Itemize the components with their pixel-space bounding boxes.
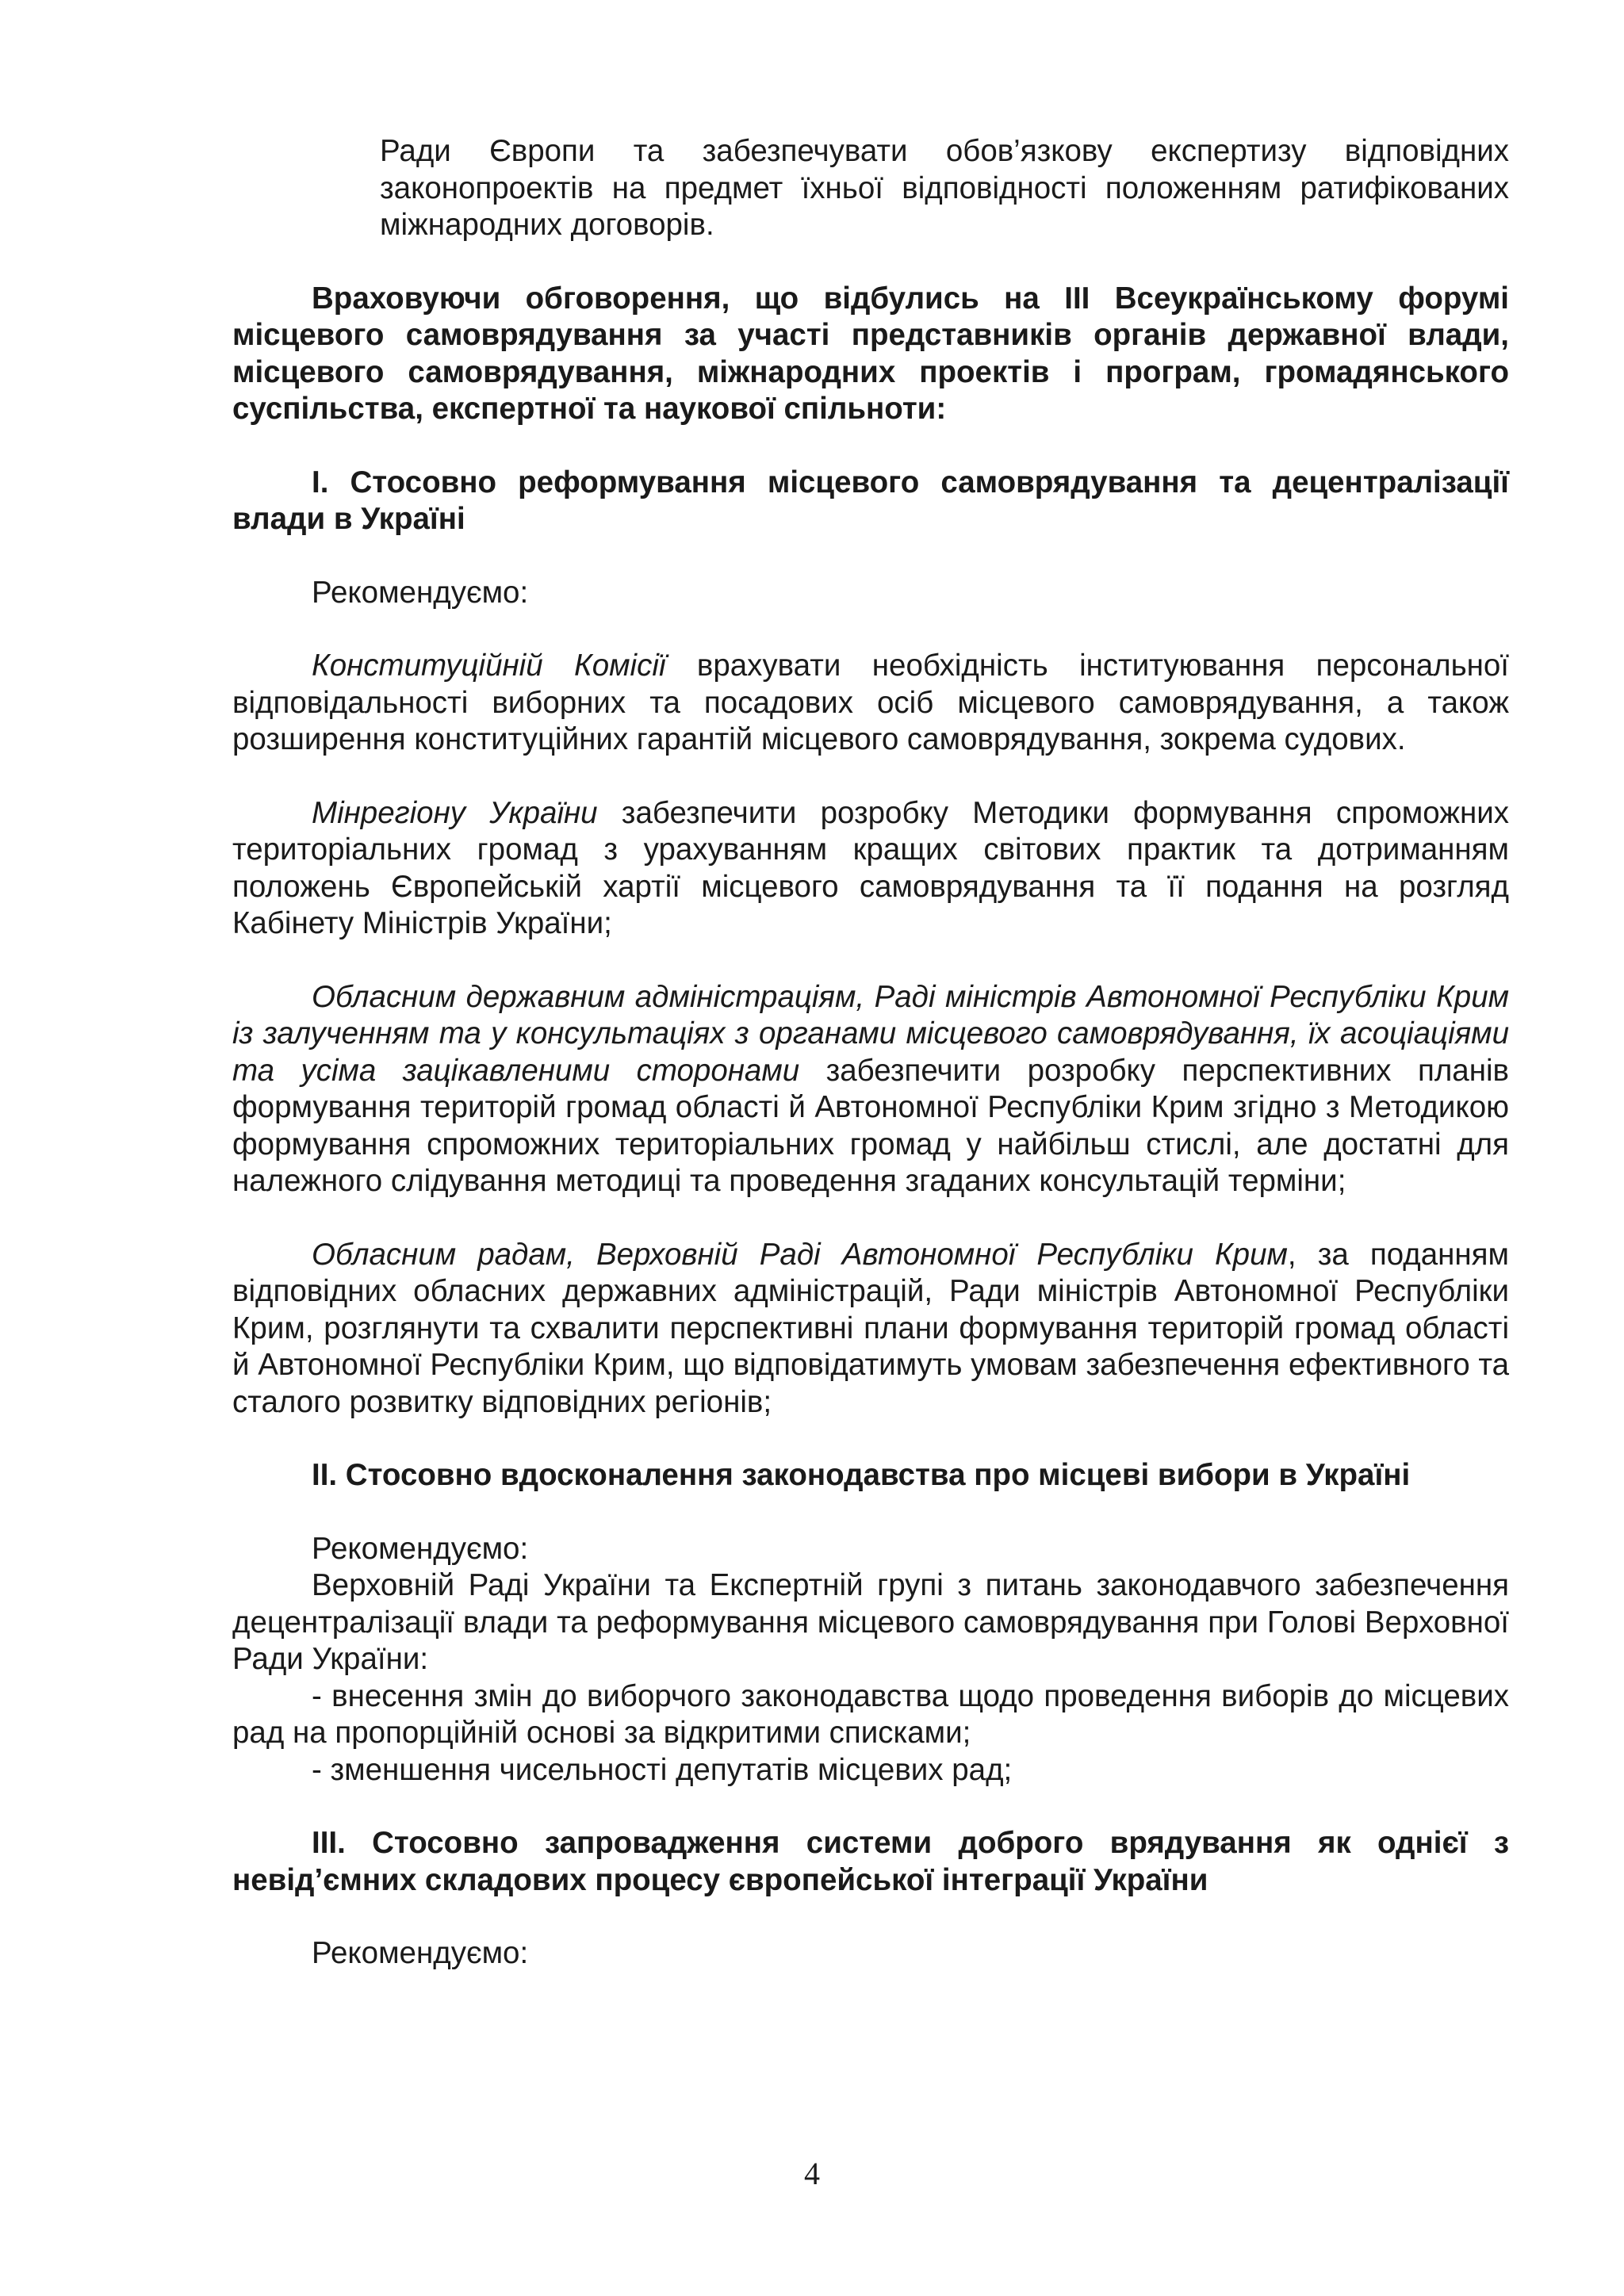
section-3-heading: ІІІ. Стосовно запровадження системи доброго врядування як однієї з невід’ємних складових процесу європейської інтеграції України — [232, 1826, 1509, 1897]
addressee: Обласним радам, Верховній Раді Автономної Республіки Крим — [312, 1237, 1288, 1272]
addressee: Мінрегіону України — [312, 795, 598, 830]
paragraph-text: , за поданням відповідних обласних державних адміністрацій, Ради міністрів Автономної Республіки Крим, розглянути та схвалити перспективні плани формування територій громад області й Автономної Республіки Крим, що відповідатимуть умовам забезпечення ефективного та сталого розвитку відповідних регіонів; — [232, 1237, 1509, 1419]
paragraph-text: забезпечити розробку Методики формування спроможних територіальних громад з урахуванням кращих світових практик та дотриманням положень Європейській хартії місцевого самоврядування та її подання на розгляд Кабінету Міністрів України; — [232, 795, 1509, 940]
paragraph-text: забезпечити розробку перспективних планів формування територій громад області й Автономної Республіки Крим згідно з Методикою формування спроможних територіальних громад у найбільш стислі, але достатні для належного слідування методиці та проведення згаданих консультацій терміни; — [232, 1053, 1509, 1198]
addressee: Обласним державним адміністраціям, Раді міністрів Автономної Республіки Крим із залученням та у консультаціях з органами місцевого самоврядування, їх асоціаціями та усіма зацікавленими сторонами — [232, 979, 1509, 1088]
page-number: 4 — [804, 2156, 820, 2191]
section-2-recommend: Рекомендуємо: — [312, 1531, 529, 1566]
section-1-paragraph-3 — [232, 979, 1509, 1200]
continuation-paragraph: Ради Європи та забезпечувати обов’язкову експертизу відповідних законопроектів на предмет їхньої відповідності положенням ратифікованих міжнародних договорів. — [380, 134, 1509, 242]
section-1-paragraph-1 — [232, 648, 1509, 759]
section-2-list-item-1: - внесення змін до виборчого законодавства щодо проведення виборів до місцевих рад на пропорційній основі за відкритими списками; — [232, 1678, 1509, 1750]
section-2-heading: ІІ. Стосовно вдосконалення законодавства про місцеві вибори в Україні — [312, 1458, 1411, 1492]
document-page — [232, 133, 1509, 1973]
section-1-paragraph-4 — [232, 1237, 1509, 1422]
paragraph-text: врахувати необхідність інституювання персональної відповідальності виборних та посадових осіб місцевого самоврядування, а також розширення конституційних гарантій місцевого самоврядування, зокрема судових. — [232, 649, 1510, 756]
section-1-heading: І. Стосовно реформування місцевого самоврядування та децентралізації влади в Україні — [232, 465, 1509, 536]
preamble-paragraph: Враховуючи обговорення, що відбулись на ІІІ Всеукраїнському форумі місцевого самоврядування за участі представників органів державної влади, місцевого самоврядування, міжнародних проектів і програм, громадянського суспільства, експертної та наукової спільноти: — [232, 281, 1509, 426]
addressee: Конституційній Комісії — [312, 649, 666, 683]
section-2-list-item-2: - зменшення чисельності депутатів місцевих рад; — [312, 1752, 1013, 1787]
section-3-recommend: Рекомендуємо: — [312, 1936, 529, 1970]
section-1-paragraph-2 — [232, 795, 1509, 943]
section-2-paragraph-1: Верховній Раді України та Експертній групі з питань законодавчого забезпечення децентралізації влади та реформування місцевого самоврядування при Голові Верховної Ради України: — [232, 1568, 1509, 1676]
section-1-recommend: Рекомендуємо: — [312, 575, 529, 610]
